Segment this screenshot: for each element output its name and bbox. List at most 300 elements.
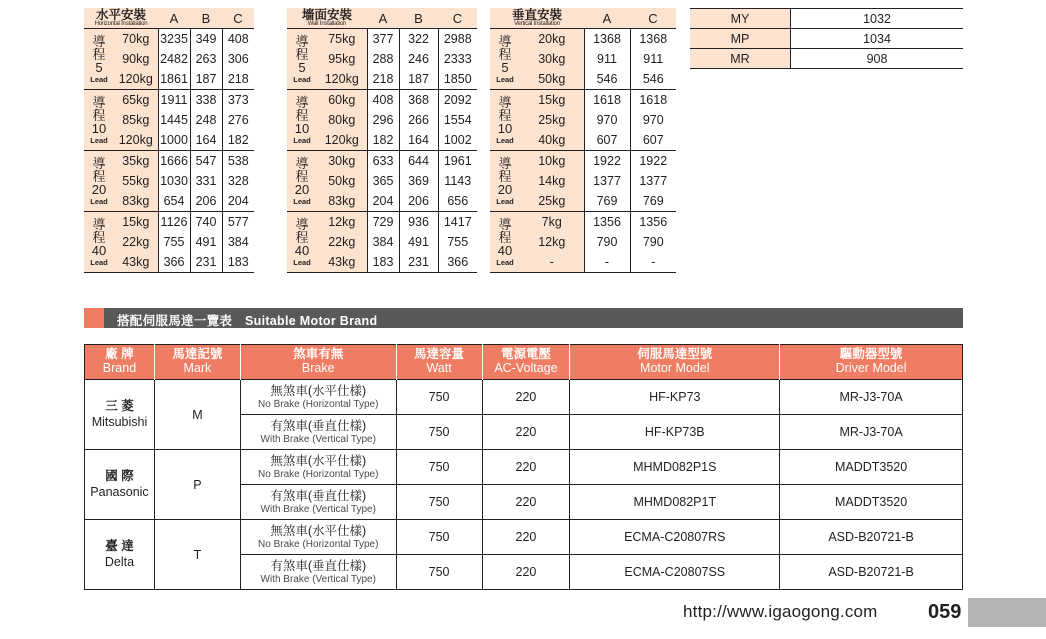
weight-cell: 25kg [520,191,584,212]
brake-zh: 無煞車(水平仕樣) [270,523,367,538]
brake-en: No Brake (Horizontal Type) [258,398,379,410]
lead-cell [490,29,520,90]
lead-cell [84,29,114,90]
value-cell: 183 [367,252,399,273]
lead-number: 40 [294,242,310,258]
brake-cell [240,485,396,520]
weight-cell: 85kg [114,110,158,130]
voltage-cell: 220 [482,520,570,555]
lead-number: 5 [501,59,509,75]
brand-cell [85,520,155,590]
value-cell: 377 [367,29,399,50]
lead-cell [287,90,317,151]
value-cell: 164 [190,130,222,151]
installation-caption [287,8,367,29]
installation-caption [490,8,584,29]
weight-cell: 43kg [317,252,367,273]
weight-cell: 15kg [114,212,158,233]
load-table-wall [287,8,477,273]
value-cell: - [584,252,630,273]
value-cell: 276 [227,113,249,127]
model-key: MP [690,29,791,49]
header-en: Brand [102,361,137,375]
value-cell: 384 [227,235,249,249]
motor-model-cell: ECMA-C20807RS [570,520,780,555]
lead-label-zh: 程 [92,168,106,184]
value-cell: 368 [399,90,438,111]
weight-cell: 12kg [317,212,367,233]
table-row [690,29,963,49]
voltage-cell: 220 [482,380,570,415]
lead-cell [287,212,317,273]
value-cell: 633 [367,151,399,172]
column-header: B [399,8,438,29]
motor-model-cell: MHMD082P1T [570,485,780,520]
brake-en: With Brake (Vertical Type) [260,503,376,515]
value-cell: 1922 [584,151,630,172]
lead-label-zh: 導 [92,33,106,49]
weight-cell: 43kg [114,252,158,273]
lead-label-en: Lead [90,257,108,267]
value-cell: 769 [584,191,630,212]
lead-label-zh: 程 [498,46,512,62]
table-row [84,151,254,172]
model-value: 908 [791,49,964,69]
brand-name-en: Delta [104,554,135,569]
value-cell: 1666 [158,151,190,172]
lead-label-zh: 程 [92,229,106,245]
value-cell: 740 [190,212,222,233]
brake-cell [240,415,396,450]
table-row [287,151,477,172]
watt-cell: 750 [396,520,482,555]
column-header [154,345,240,380]
lead-label-zh: 導 [498,216,512,232]
brake-zh: 有煞車(垂直仕樣) [270,418,367,433]
lead-label-en: Lead [293,135,311,145]
value-cell: 384 [367,232,399,252]
lead-label-en: Lead [90,74,108,84]
value-cell: 936 [399,212,438,233]
brake-zh: 無煞車(水平仕樣) [270,383,367,398]
value-cell: 183 [222,252,254,273]
value-cell: 1000 [158,130,190,151]
brand-name-en: Mitsubishi [91,414,148,429]
section-marker [84,308,104,328]
column-header: A [584,8,630,29]
lead-label-en: Lead [496,135,514,145]
model-key: MY [690,9,791,29]
table-row [85,450,963,485]
lead-number: 5 [95,59,103,75]
brake-en: No Brake (Horizontal Type) [258,468,379,480]
value-cell: 769 [630,191,676,212]
brake-en: With Brake (Vertical Type) [260,573,376,585]
page-number: 059 [928,601,962,623]
driver-model-cell: ASD-B20721-B [780,555,963,590]
value-cell: 218 [222,69,254,90]
brake-en: With Brake (Vertical Type) [260,433,376,445]
value-cell: 322 [399,29,438,50]
value-cell: 2988 [443,32,472,46]
lead-label-en: Lead [90,196,108,206]
value-cell: 288 [367,49,399,69]
value-cell: 204 [367,191,399,212]
lead-label-zh: 程 [92,107,106,123]
value-cell: 546 [584,69,630,90]
weight-cell: 7kg [520,212,584,233]
lead-cell [287,151,317,212]
lead-number: 5 [298,59,306,75]
lead-number: 20 [497,181,513,197]
column-header [396,345,482,380]
lead-number: 40 [497,242,513,258]
value-cell: 970 [584,110,630,130]
lead-number: 10 [497,120,513,136]
header-en: Driver Model [835,361,907,375]
installation-title-en: Vertical Installation [514,21,560,28]
brake-cell [240,555,396,590]
table-row [490,90,676,111]
motor-model-cell: MHMD082P1S [570,450,780,485]
value-cell: 1618 [584,90,630,111]
table-row [287,29,477,50]
weight-cell: 25kg [520,110,584,130]
value-cell: 408 [227,32,249,46]
header-zh: 電源電壓 [500,347,551,362]
value-cell: 644 [399,151,438,172]
value-cell: 1554 [443,113,472,127]
weight-cell: - [520,252,584,273]
value-cell: 231 [399,252,438,273]
motor-model-cell: HF-KP73 [570,380,780,415]
lead-label-zh: 導 [92,216,106,232]
value-cell: 547 [190,151,222,172]
value-cell: 1002 [438,130,477,151]
value-cell: 206 [190,191,222,212]
model-value: 1034 [791,29,964,49]
weight-cell: 120kg [114,130,158,151]
load-table-horizontal [84,8,254,273]
driver-model-cell: MR-J3-70A [780,415,963,450]
value-cell: 187 [190,69,222,90]
value-cell: 1368 [584,29,630,50]
value-cell: 491 [399,232,438,252]
table-row [690,49,963,69]
lead-cell [490,90,520,151]
brake-zh: 有煞車(垂直仕樣) [270,558,367,573]
value-cell: 1377 [639,174,668,188]
installation-title-en: Horizontal Installation [94,21,148,28]
driver-model-cell: MADDT3520 [780,450,963,485]
mark-cell: M [154,380,240,450]
header-en: AC-Voltage [494,361,558,375]
weight-cell: 120kg [114,69,158,90]
value-cell: 306 [227,52,249,66]
weight-cell: 50kg [520,69,584,90]
value-cell: 755 [447,235,469,249]
weight-cell: 60kg [317,90,367,111]
weight-cell: 70kg [114,29,158,50]
lead-label-zh: 程 [498,107,512,123]
column-header [780,345,963,380]
value-cell: 1911 [158,90,190,111]
weight-cell: 65kg [114,90,158,111]
value-cell: 607 [630,130,676,151]
brake-en: No Brake (Horizontal Type) [258,538,379,550]
column-header: C [630,8,676,29]
table-row [287,90,477,111]
value-cell: 1356 [639,215,668,229]
installation-title-zh: 垂直安裝 [511,7,562,22]
column-header [570,345,780,380]
value-cell: 2092 [443,93,472,107]
value-cell: 365 [367,171,399,191]
value-cell: 1030 [158,171,190,191]
column-header [482,345,570,380]
value-cell: 218 [367,69,399,90]
value-cell: 349 [190,29,222,50]
voltage-cell: 220 [482,450,570,485]
brand-name-zh: 國 際 [105,468,134,483]
value-cell: 607 [584,130,630,151]
brand-name-en: Panasonic [90,484,149,499]
driver-model-cell: ASD-B20721-B [780,520,963,555]
value-cell: 790 [584,232,630,252]
motor-brand-table [84,344,963,590]
header-en: Mark [183,361,212,375]
header-row [85,345,963,380]
value-cell: 2333 [443,52,472,66]
value-cell: 338 [190,90,222,111]
weight-cell: 30kg [317,151,367,172]
lead-number: 10 [294,120,310,136]
brake-cell [240,520,396,555]
weight-cell: 80kg [317,110,367,130]
table-row [85,520,963,555]
brake-zh: 有煞車(垂直仕樣) [270,488,367,503]
value-cell: 366 [158,252,190,273]
lead-label-zh: 程 [92,46,106,62]
value-cell: 2482 [158,49,190,69]
brake-cell [240,450,396,485]
installation-title-zh: 墻面安裝 [301,7,352,22]
lead-number: 20 [91,181,107,197]
weight-cell: 83kg [114,191,158,212]
lead-label-zh: 導 [295,94,309,110]
value-cell: 491 [190,232,222,252]
model-value: 1032 [791,9,964,29]
table-row [84,212,254,233]
brand-cell [85,450,155,520]
column-header [240,345,396,380]
table-row [84,29,254,50]
value-cell: 248 [190,110,222,130]
header-en: Watt [426,361,452,375]
brand-name-zh: 臺 達 [105,538,134,553]
value-cell: 538 [227,154,249,168]
value-cell: 656 [438,191,477,212]
column-header: A [367,8,399,29]
lead-label-zh: 程 [498,229,512,245]
value-cell: 366 [438,252,477,273]
lead-number: 40 [91,242,107,258]
weight-cell: 15kg [520,90,584,111]
installation-title-zh: 水平安裝 [95,7,146,22]
header-row [287,8,477,29]
weight-cell: 10kg [520,151,584,172]
load-table-header [287,8,477,29]
weight-cell: 20kg [520,29,584,50]
installation-title-en: Wall Installation [307,21,347,28]
value-cell: 755 [158,232,190,252]
header-row [490,8,676,29]
lead-label-en: Lead [496,257,514,267]
voltage-cell: 220 [482,485,570,520]
watt-cell: 750 [396,555,482,590]
value-cell: 369 [399,171,438,191]
value-cell: 1861 [158,69,190,90]
value-cell: 1356 [584,212,630,233]
value-cell: 911 [584,49,630,69]
website-url: http://www.igaogong.com [683,602,878,621]
load-table-body [490,29,676,273]
lead-label-en: Lead [293,74,311,84]
page-tab-decoration [968,598,1046,627]
voltage-cell: 220 [482,415,570,450]
value-cell: 164 [399,130,438,151]
table-row [490,212,676,233]
lead-label-en: Lead [496,196,514,206]
watt-cell: 750 [396,415,482,450]
value-cell: 1922 [639,154,668,168]
lead-cell [490,212,520,273]
header-zh: 伺服馬達型號 [637,347,713,362]
weight-cell: 12kg [520,232,584,252]
load-table-header [84,8,254,29]
installation-caption [84,8,158,29]
lead-label-en: Lead [496,74,514,84]
lead-label-zh: 導 [92,155,106,171]
value-cell: 654 [158,191,190,212]
weight-cell: 50kg [317,171,367,191]
brake-cell [240,380,396,415]
lead-label-zh: 導 [498,155,512,171]
lead-label-zh: 程 [498,168,512,184]
table-row [490,29,676,50]
header-zh: 煞車有無 [293,347,344,362]
load-table-body [84,29,254,273]
value-cell: 328 [227,174,249,188]
value-cell: 331 [190,171,222,191]
value-cell: 3235 [158,29,190,50]
brand-cell [85,380,155,450]
weight-cell: 40kg [520,130,584,151]
value-cell: 204 [222,191,254,212]
value-cell: 1445 [158,110,190,130]
driver-model-cell: MADDT3520 [780,485,963,520]
weight-cell: 95kg [317,49,367,69]
header-en: Motor Model [640,361,710,375]
lead-cell [490,151,520,212]
weight-cell: 75kg [317,29,367,50]
value-cell: 1377 [584,171,630,191]
lead-label-en: Lead [90,135,108,145]
lead-label-zh: 導 [295,216,309,232]
brand-name-zh: 三 菱 [105,398,134,413]
table-row [85,380,963,415]
value-cell: 970 [642,113,664,127]
value-cell: 1850 [438,69,477,90]
mark-cell: P [154,450,240,520]
watt-cell: 750 [396,450,482,485]
weight-cell: 30kg [520,49,584,69]
lead-label-zh: 導 [498,33,512,49]
table-row [287,212,477,233]
motor-model-cell: ECMA-C20807SS [570,555,780,590]
voltage-cell: 220 [482,555,570,590]
weight-cell: 35kg [114,151,158,172]
weight-cell: 22kg [114,232,158,252]
watt-cell: 750 [396,380,482,415]
value-cell: 182 [222,130,254,151]
header-zh: 馬達容量 [414,347,465,362]
value-cell: 1126 [158,212,190,233]
value-cell: 1618 [639,93,668,107]
header-en: Brake [301,361,335,375]
motor-model-cell: HF-KP73B [570,415,780,450]
value-cell: 729 [367,212,399,233]
load-table-header [490,8,676,29]
weight-cell: 83kg [317,191,367,212]
lead-label-zh: 導 [498,94,512,110]
value-cell: 296 [367,110,399,130]
lead-cell [84,151,114,212]
mark-cell: T [154,520,240,590]
lead-label-zh: 程 [295,107,309,123]
table-row [490,151,676,172]
header-zh: 驅動器型號 [839,347,903,362]
header-row [84,8,254,29]
value-cell: 408 [367,90,399,111]
driver-model-cell: MR-J3-70A [780,380,963,415]
value-cell: 263 [190,49,222,69]
header-zh: 馬達記號 [172,347,223,362]
lead-number: 20 [294,181,310,197]
brake-zh: 無煞車(水平仕樣) [270,453,367,468]
weight-cell: 120kg [317,130,367,151]
column-header: C [222,8,254,29]
value-cell: 266 [399,110,438,130]
lead-label-zh: 導 [92,94,106,110]
value-cell: 1368 [639,32,668,46]
value-cell: 1143 [444,174,472,188]
lead-label-en: Lead [293,257,311,267]
lead-label-zh: 程 [295,168,309,184]
lead-cell [287,29,317,90]
value-cell: 182 [367,130,399,151]
section-header-bar [84,308,963,328]
weight-cell: 22kg [317,232,367,252]
value-cell: 246 [399,49,438,69]
column-header: C [438,8,477,29]
lead-cell [84,212,114,273]
weight-cell: 120kg [317,69,367,90]
load-table-body [287,29,477,273]
table-row [690,9,963,29]
value-cell: 546 [630,69,676,90]
lead-label-zh: 程 [295,46,309,62]
